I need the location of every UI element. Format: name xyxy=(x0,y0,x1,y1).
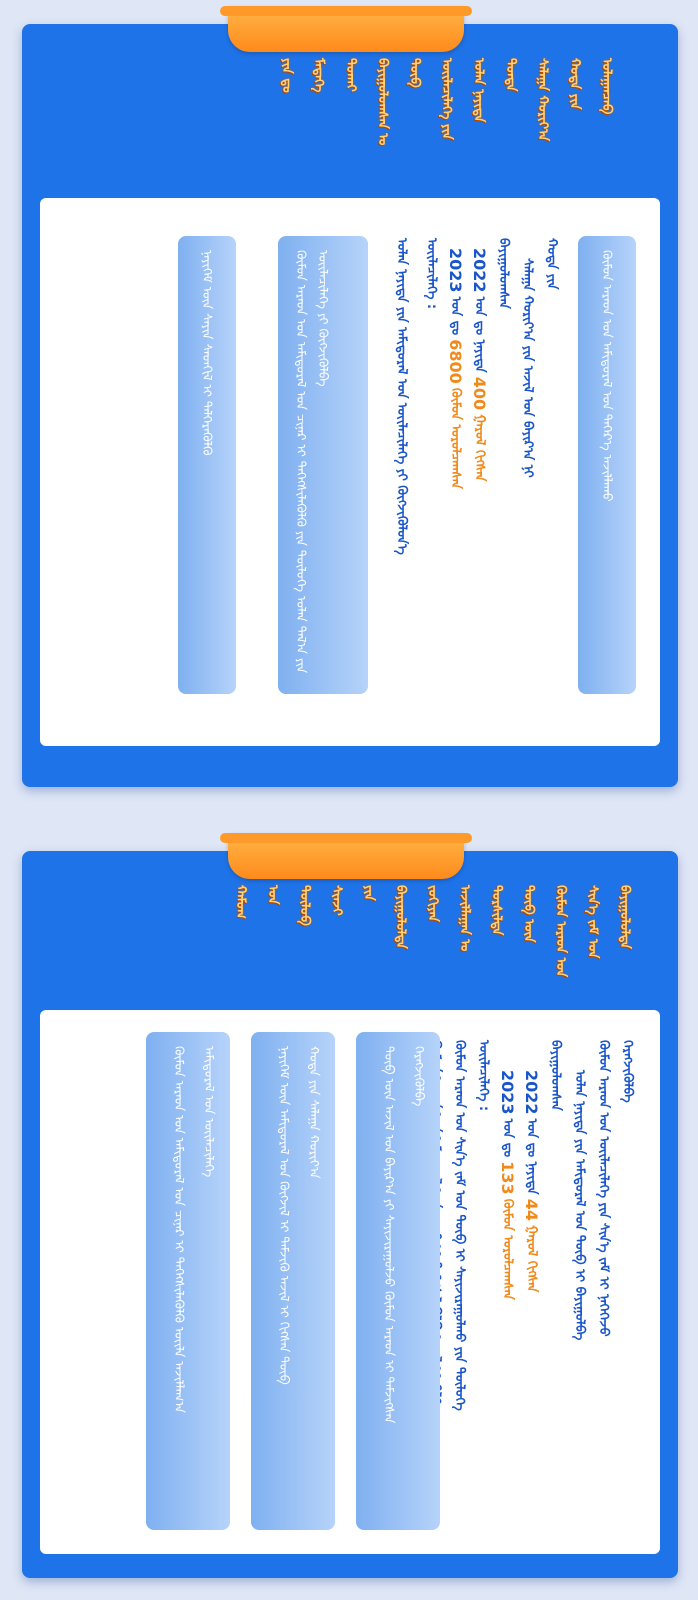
card-2-heading-col: ᠤᠨ xyxy=(265,885,280,905)
card-2-heading-col: ᠵᠣᠬᠢᠶᠠᠨ xyxy=(425,885,440,922)
card-1-heading-col: ᠲᠤᠬᠠᠢ xyxy=(343,58,358,92)
card-1-heading-col: ᠪᠠᠶᠢᠭᠤᠯᠤᠭᠰᠠᠨ ᠤ xyxy=(375,58,390,146)
card-2-box-2 xyxy=(251,1032,335,1530)
card-1-note-text: ᠨᠡᠶᠢᠭᠡᠮ ᠦᠨ ᠰᠠᠶᠢᠨ ᠰᠡᠳᠬᠢᠯ ᠢ ᠳᠡᠯᠭᠡᠷᠡᠭᠦᠯᠬᠦ xyxy=(200,250,215,456)
card-1-highlight-box xyxy=(578,236,636,694)
card-1-heading-col: ᠰᠠᠯᠠᠭᠠ ᠬᠣᠷᠢᠶ᠎ᠠ xyxy=(535,58,550,142)
card-2-heading xyxy=(229,885,636,1029)
card-2-stat-2023: 2023 ᠣᠨ ᠳᠤ 133 ᠬᠦᠮᠦᠨ ᠣᠷᠣᠯᠴᠠᠭᠰᠠᠨ xyxy=(498,1070,517,1300)
card-2-box-2-text: ᠨᠡᠶᠢᠭᠡᠮ ᠦᠨ ᠠᠮᠢᠳᠤᠷᠠᠯ ᠤᠨ ᠬᠥᠭᠵᠢᠯ ᠢ ᠳᠡᠮᠵᠢᠬᠦ ᠠᠵᠢᠯ ᠢ ᠬᠢᠭᠰᠡᠨ ᠲᠥᠪ xyxy=(277,1046,292,1385)
card-2-box-1-text: ᠲᠥᠪ ᠦᠨ ᠠᠵᠢᠯ ᠤᠨ ᠪᠠᠶᠢᠷ᠎ᠠ ᠶᠢ ᠰᠠᠶᠢᠵᠢᠷᠠᠭᠤᠯᠵᠤ ᠬᠦᠮᠦᠨ ᠠᠷᠠᠳ ᠢ ᠳᠡᠮᠵᠢᠭᠰᠡᠨ xyxy=(382,1046,397,1424)
card-2-stat-2022: 2022 ᠣᠨ ᠳᠤ ᠨᠡᠶᠢᠲᠡ 44 ᠭᠠᠷᠤᠯ ᠬᠢᠭᠰᠡᠨ xyxy=(522,1070,541,1293)
card-1-line-1: ᠬᠣᠲᠠ ᠶᠢᠨ xyxy=(544,238,559,290)
card-2-heading-col: ᠪᠠᠶᠢᠭᠤᠯᠤᠯᠳᠠ xyxy=(617,885,632,949)
card-2-line-1: ᠬᠡᠷᠡᠭᠵᠢᠭᠦᠯᠪᠡ xyxy=(620,1040,635,1103)
card-1-heading-col: ᠤᠯᠠᠭᠠᠨᠴᠠᠪ xyxy=(599,58,614,115)
card-1-panel xyxy=(40,198,660,746)
card-2-box-1 xyxy=(356,1032,440,1530)
card-2-box-3-text: ᠬᠦᠮᠦᠨ ᠠᠷᠠᠳ ᠤᠨ ᠠᠮᠢᠳᠤᠷᠠᠯ ᠤᠨ ᠴᠢᠨᠠᠷ ᠢ ᠳᠡᠭᠡᠭᠰᠢᠯᠡᠭᠦᠯᠬᠦ ᠦᠢᠯᠡ ᠠᠵᠢᠯᠯᠠᠭ᠎ᠠ xyxy=(172,1046,187,1413)
card-2-heading-col: ᠲᠥᠪ ᠦᠨ xyxy=(521,885,536,943)
info-card-1 xyxy=(22,24,678,787)
card-2-heading-col: ᠪᠠᠶᠢᠭᠤᠯᠤᠯᠳᠠ xyxy=(393,885,408,949)
card-2-box-1-title: ᠬᠡᠷᠡᠭᠵᠢᠭᠦᠯᠪᠡ xyxy=(412,1046,427,1107)
card-2-line-6: ᠬᠦᠮᠦᠨ ᠠᠷᠠᠳ ᠤᠨ ᠰᠢᠨ᠎ᠡ ᠵᠠᠮ ᠤᠨ ᠲᠥᠪ ᠢ ᠰᠠᠶᠢᠵᠢᠷᠠᠭᠤᠯᠬᠤ ᠶᠢᠨ ᠲᠥᠯᠦᠭᠡ xyxy=(452,1040,467,1411)
card-1-heading-col: ᠮᠡᠳᠡᠭᠡ xyxy=(311,58,326,93)
card-1-line-3: ᠪᠠᠶᠢᠭᠤᠯᠤᠭᠰᠠᠨ xyxy=(496,238,511,309)
card-1-line-4: ᠦᠢᠯᠡᠴᠢᠯᠡᠭᠡ : xyxy=(424,238,439,310)
card-2-line-2: ᠬᠦᠮᠦᠨ ᠠᠷᠠᠳ ᠤᠨ ᠦᠢᠯᠡᠴᠢᠯᠡᠭᠡ ᠶᠢᠨ ᠰᠢᠨ᠎ᠡ ᠵᠠᠮ ᠢ ᠨᠡᠭᠡᠭᠡᠵᠦ xyxy=(596,1040,611,1337)
card-2-panel xyxy=(40,1010,660,1554)
card-2-box-3 xyxy=(146,1032,230,1530)
card-1-box-text: ᠬᠦᠮᠦᠨ ᠠᠷᠠᠳ ᠤᠨ ᠠᠮᠢᠳᠤᠷᠠᠯ ᠤᠨ ᠳᠡᠭᠡᠷ᠎ᠡ ᠠᠵᠢᠯᠯᠠᠬᠤ xyxy=(600,250,615,502)
card-2-heading-col: ᠲᠤᠷᠰᠢᠯᠲᠠ xyxy=(489,885,504,936)
card-1-heading-col: ᠳᠤᠨᠳᠠ xyxy=(503,58,518,92)
card-1-heading-col: ᠲᠥᠪ xyxy=(407,58,422,88)
card-1-heading-col: ᠶᠢᠨ ᠳᠤ xyxy=(279,58,294,93)
card-2-tab xyxy=(228,833,464,879)
card-2-heading-col: ᠠᠵᠢᠯᠯᠠᠭᠠᠨ ᠤ xyxy=(457,885,472,952)
card-1-info-box xyxy=(278,236,368,694)
card-2-box-3-title: ᠠᠮᠢᠳᠤᠷᠠᠯ ᠤᠨ ᠦᠢᠯᠡᠴᠢᠯᠡᠭᠡ xyxy=(202,1046,217,1178)
card-1-heading-col: ᠦᠢᠯᠡᠴᠢᠯᠡᠭᠡ ᠶᠢᠨ xyxy=(439,58,454,140)
card-2-line-5: ᠦᠢᠯᠡᠴᠢᠯᠡᠭᠡ : xyxy=(476,1040,491,1112)
card-2-line-3: ᠣᠯᠠᠨ ᠨᠡᠶᠢᠲᠡ ᠶᠢᠨ ᠠᠮᠢᠳᠤᠷᠠᠯ ᠤᠨ ᠲᠥᠪ ᠢ ᠪᠠᠶᠢᠭᠤᠯᠪᠠ xyxy=(572,1070,587,1341)
card-1-line-2: ᠰᠠᠯᠠᠭᠠ ᠬᠣᠷᠢᠶ᠎ᠠ ᠶᠢᠨ ᠠᠵᠢᠯ ᠤᠨ ᠪᠠᠶᠢᠷ᠎ᠠ ᠨᠢ xyxy=(520,258,535,478)
card-2-line-4: ᠪᠠᠶᠢᠭᠤᠯᠤᠭᠰᠠᠨ xyxy=(548,1040,563,1111)
card-2-heading-col: ᠰᠢᠨᠵᠢ xyxy=(329,885,344,916)
card-2-heading-col: ᠰᠢᠨ᠎ᠡ ᠵᠠᠮ ᠤᠨ xyxy=(585,885,600,959)
card-1-note-box xyxy=(178,236,236,694)
info-card-2 xyxy=(22,851,678,1578)
card-2-heading-col: ᠬᠠᠮᠤᠭ xyxy=(233,885,248,919)
card-1-heading-col: ᠣᠯᠠᠨ ᠨᠡᠶᠢᠲᠡ xyxy=(471,58,486,123)
card-2-heading-col: ᠶᠢᠨ xyxy=(361,885,376,901)
card-1-stat-2022: 2022 ᠣᠨ ᠳᠤ ᠨᠡᠶᠢᠲᠡ 400 ᠭᠠᠷᠤᠯ ᠬᠢᠭᠰᠡᠨ xyxy=(470,248,489,482)
card-2-heading-col: ᠬᠦᠮᠦᠨ ᠠᠷᠠᠳ ᠤᠨ xyxy=(553,885,568,978)
card-1-stat-2023: 2023 ᠣᠨ ᠳᠤ 6800 ᠬᠦᠮᠦᠨ ᠣᠷᠣᠯᠴᠠᠭᠰᠠᠨ xyxy=(446,248,465,489)
card-1-line-5: ᠣᠯᠠᠨ ᠨᠡᠶᠢᠲᠡ ᠶᠢᠨ ᠠᠮᠢᠳᠤᠷᠠᠯ ᠤᠨ ᠦᠢᠯᠡᠴᠢᠯᠡᠭᠡ ᠶᠢ ᠬᠥᠭᠵᠢᠭᠦᠯᠦᠨ᠎ᠡ xyxy=(394,238,409,555)
card-2-box-2-title: ᠬᠣᠲᠠ ᠶᠢᠨ ᠰᠠᠯᠠᠭᠠ ᠬᠣᠷᠢᠶ᠎ᠠ xyxy=(307,1046,322,1179)
card-1-heading xyxy=(275,58,618,202)
card-1-heading-col: ᠬᠣᠲᠠ ᠶᠢᠨ xyxy=(567,58,582,110)
card-1-info-text: ᠬᠦᠮᠦᠨ ᠠᠷᠠᠳ ᠤᠨ ᠠᠮᠢᠳᠤᠷᠠᠯ ᠤᠨ ᠴᠢᠨᠠᠷ ᠢ ᠳᠡᠭᠡᠭᠰᠢᠯᠡᠭᠦᠯᠬᠦ ᠶᠢᠨ ᠲᠥᠯᠦᠭᠡ ᠣᠯᠠᠨ ᠲᠠᠯ᠎ᠠ ᠶᠢᠨ ᠦᠢᠯᠡᠴᠢᠯᠡᠭᠡ ᠶᠢ ᠬᠥᠭᠵᠢᠭᠦᠯᠪᠡ xyxy=(294,250,331,674)
card-1-tab xyxy=(228,6,464,52)
card-2-heading-col: ᠲᠥᠯᠦᠪ xyxy=(297,885,312,926)
